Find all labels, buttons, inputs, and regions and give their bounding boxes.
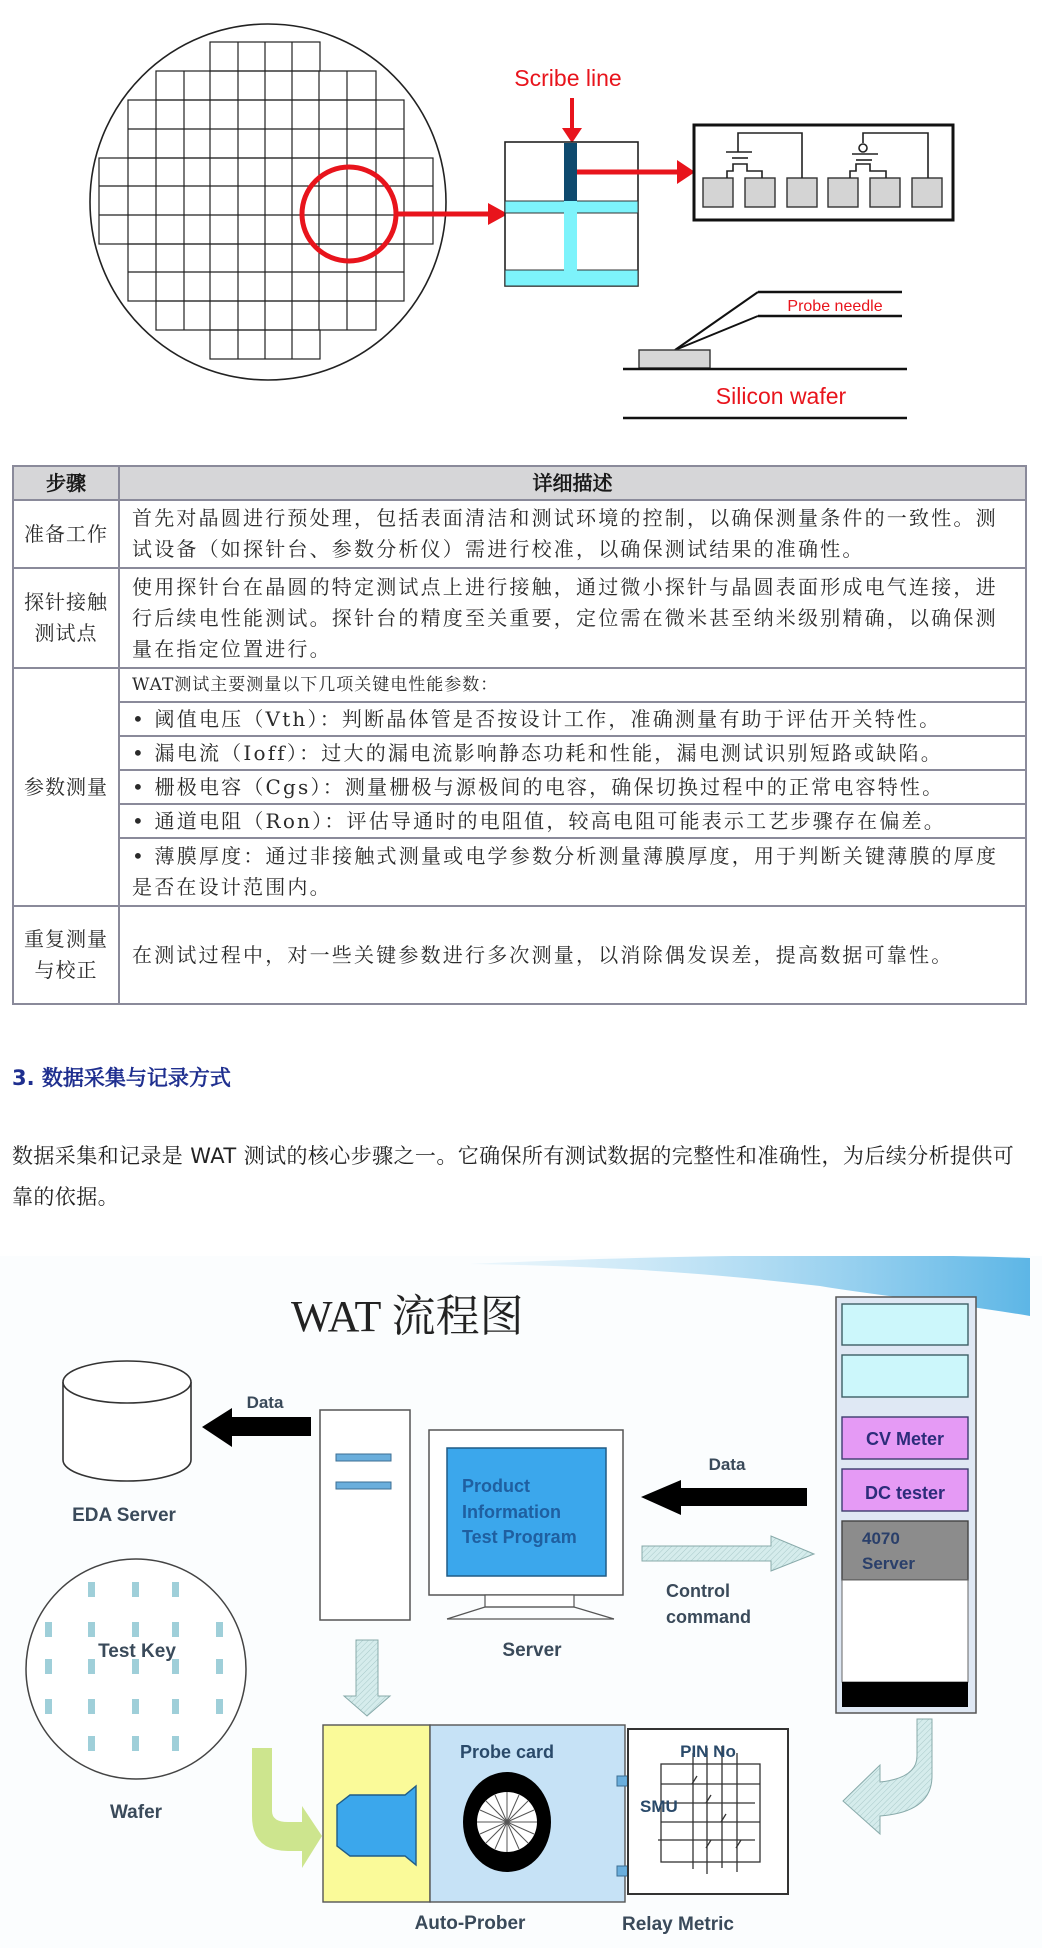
probe-card-label: Probe card [459, 1742, 555, 1762]
parameter-item-cgs: • 栅极电容（Cgs）：测量栅极与源极间的电容，确保切换过程中的正常电容特性。 [119, 770, 1026, 804]
screen-text-product: Product [462, 1476, 531, 1496]
rack-server-line2: Server [862, 1554, 915, 1573]
silicon-wafer-label: Silicon wafer [715, 383, 847, 409]
step-cell: 参数测量 [13, 668, 119, 906]
rack-cv-meter-label: CV Meter [865, 1429, 945, 1449]
relay-metric-label: Relay Metric [622, 1914, 734, 1935]
screen-text-test-program: Test Program [462, 1527, 577, 1547]
wat-flowchart-figure [0, 1256, 1042, 1948]
parameter-intro: WAT测试主要测量以下几项关键电性能参数： [119, 668, 1026, 702]
probe-needle-label: Probe needle [787, 298, 883, 315]
table-row [13, 906, 1026, 1004]
screen-text-information: Information [462, 1502, 561, 1522]
wafer-scribe-figure [0, 0, 1042, 440]
table-header-row [13, 466, 1026, 500]
tower-computer-icon [320, 1410, 410, 1620]
test-key-label: Test Key [98, 1641, 176, 1662]
database-icon [63, 1361, 191, 1481]
section-paragraph: 数据采集和记录是 WAT 测试的核心步骤之一。它确保所有测试数据的完整性和准确性，为后续分析提供可靠的依据。 [12, 1144, 1015, 1209]
section-heading: 3. 数据采集与记录方式 [12, 1066, 231, 1090]
description-cell: 使用探针台在晶圆的特定测试点上进行接触，通过微小探针与晶圆表面形成电气连接，进行后续电性能测试。探针台的精度至关重要，定位需在微米甚至纳米级别精确，以确保测量在指定位置进行。 [119, 568, 1026, 668]
instrument-rack [836, 1297, 976, 1713]
probe-card-icon [463, 1772, 551, 1872]
pin-no-label: PIN No [680, 1742, 736, 1761]
data-label-left: Data [246, 1393, 284, 1412]
table-row [13, 500, 1026, 568]
arrow-down-icon [562, 128, 582, 143]
control-label-line1: Control [666, 1581, 730, 1601]
rack-server-line1: 4070 [862, 1529, 900, 1548]
scribe-line-zoom [505, 65, 695, 286]
step-cell: 准备工作 [13, 500, 119, 568]
table-row [13, 568, 1026, 668]
wafer-test-key-icon [26, 1559, 246, 1779]
monitor-icon [429, 1430, 623, 1619]
description-cell: 首先对晶圆进行预处理，包括表面清洁和测试环境的控制，以确保测量条件的一致性。测试设备（如探针台、参数分析仪）需进行校准，以确保测试结果的准确性。 [119, 500, 1026, 568]
flowchart-title: WAT 流程图 [291, 1292, 524, 1341]
step-cell: 重复测量与校正 [13, 906, 119, 1004]
data-label-right: Data [708, 1455, 746, 1474]
wat-steps-table [12, 465, 1027, 1005]
eda-server-label: EDA Server [72, 1505, 176, 1526]
step-cell: 探针接触测试点 [13, 568, 119, 668]
header-description: 详细描述 [119, 466, 1026, 500]
test-structure-box [694, 125, 953, 220]
parameter-item-ron: • 通道电阻（Ron）：评估导通时的电阻值，较高电阻可能表示工艺步骤存在偏差。 [119, 804, 1026, 838]
wafer-die-map [90, 24, 508, 380]
arrow-right-icon [677, 160, 695, 184]
description-cell: 在测试过程中，对一些关键参数进行多次测量，以消除偶发误差，提高数据可靠性。 [119, 906, 1026, 1004]
prober-chuck-icon [337, 1786, 416, 1865]
probe-needle-diagram [623, 292, 907, 418]
parameter-item-vth: • 阈值电压（Vth）：判断晶体管是否按设计工作，准确测量有助于评估开关特性。 [119, 702, 1026, 736]
rack-dc-tester-label: DC tester [864, 1483, 946, 1503]
table-row [13, 668, 1026, 702]
parameter-item-ioff: • 漏电流（Ioff）：过大的漏电流影响静态功耗和性能，漏电测试识别短路或缺陷。 [119, 736, 1026, 770]
scribe-line-label: Scribe line [514, 65, 622, 91]
auto-prober-label: Auto-Prober [414, 1913, 526, 1934]
smu-label: SMU [640, 1797, 678, 1816]
wafer-label: Wafer [109, 1802, 163, 1823]
header-step: 步骤 [13, 466, 119, 500]
control-label-line2: command [666, 1607, 752, 1627]
server-label: Server [502, 1640, 562, 1661]
parameter-item-film-thickness: • 薄膜厚度：通过非接触式测量或电学参数分析测量薄膜厚度，用于判断关键薄膜的厚度是否在设计范围内。 [119, 838, 1026, 906]
